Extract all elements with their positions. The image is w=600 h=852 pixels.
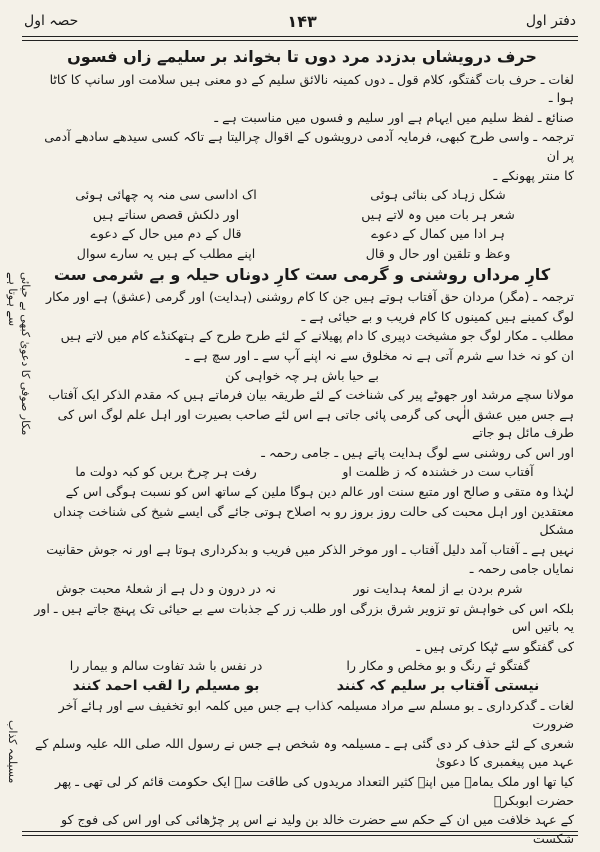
header-rule-2 <box>22 40 578 41</box>
text-line: لغات ـ گدکرداری ـ بو مسلم سے مراد مسیلمہ کذاب ہے جس میں کلمہ ابو تخفیف سے اور ہائے آخر ضرورت <box>58 697 574 732</box>
header-book-part: دفتر اول <box>525 13 576 29</box>
verse-heading: کارِ مرداں روشنی و گرمی ست کارِ دوناں حیلہ و بے شرمی ست <box>53 264 551 284</box>
text-line: لغات ـ حرف بات گفتگو، کلام قول ـ دوں کمینہ نالائق سلیم کے دو معنی ہیں سلامت اور سانپ کا کاٹا ہوا ـ <box>49 71 574 106</box>
footer-rule-2 <box>22 835 578 836</box>
hemistich: قال کے دم میں حال کے دعوے <box>90 226 242 242</box>
hemistich: رفت ہر چرخ بریں کو کبہ دولت ما <box>75 464 257 480</box>
hemistich: نیستی آفتاب بر سلیم کہ کنند <box>336 678 540 694</box>
text-line: لہٰذا وہ متقی و صالح اور متبع سنت اور عالم دین ہوگا ملین کے ساتھ اس کو نسبت ہوگی اس کے <box>65 484 574 500</box>
couplet <box>30 245 574 264</box>
couplet <box>30 463 574 482</box>
header-volume: حصہ اول <box>24 13 79 29</box>
hemistich: شرم بردن بے از لمعۂ ہدایت نور <box>353 581 523 597</box>
text-line: کا منتر پھونکے ـ <box>493 167 574 183</box>
couplet <box>30 186 574 205</box>
text-line: معتقدین اور اہل محبت کی حالت روز بروز رو بہ اصلاح ہوتی جائے گی ایسے شیخ کی شناخت چنداں مشکل <box>53 503 574 538</box>
text-line: نمایاں جامی رحمہ ـ <box>469 561 574 577</box>
couplet <box>30 225 574 244</box>
hemistich: شکل زہاد کی بنائی ہوئی <box>370 187 506 203</box>
text-line: کے عہد خلافت میں ان کے حکم سے حضرت خالد بن ولید نے اس پر چڑھائی کی اور اس کی فوج کو شکست <box>60 812 574 846</box>
hemistich: نہ در درون و دل ہے از شعلۂ محبت جوش <box>56 581 276 597</box>
text-line: ان کو نہ خدا سے شرم آتی ہے نہ مخلوق سے نہ اپنے آپ سے ـ اور سچ ہے ـ <box>185 347 574 363</box>
hemistich: ہر ادا میں کمال کے دعوے <box>371 226 505 242</box>
text-line: صنائع ـ لفظ سلیم میں ایہام ہے اور سلیم و فسوں میں مناسبت ہے ـ <box>214 109 574 125</box>
text-line: کی گفتگو سے ٹپکا کرتی ہیں ـ <box>416 638 574 654</box>
text-line: مطلب ـ مکار لوگ جو مشیخت دپیری کا دام پھیلانے کے لئے طرح طرح کے ہتھکنڈے کام میں لاتے ہیں <box>60 328 574 344</box>
text-line: ترجمہ ـ (مگر) مردان حق آفتاب ہوتے ہیں جن کا کام روشنی (ہدایت) اور گرمی (عشق) ہے اور مکار <box>45 289 574 305</box>
margin-note: مسیلمہ کذاب <box>6 720 19 784</box>
text-line: ترجمہ ـ واسی طرح کبھی، فرمایہ آدمی درویشوں کے اقوال چرالیتا ہے تاکہ کسی سیدھے سادھے آدمی پر ان <box>44 129 574 163</box>
hemistich: گفتگو ئے رنگ و بو مخلص و مکار را <box>346 658 530 674</box>
text-line: کیا تھا اور ملک یمامہ میں اپنے کثیر التعداد مریدوں کی طاقت سے ایک حکومت قائم کر لی تھی ـ پھر حضرت ابوبکرؓ <box>55 773 574 808</box>
hemistich: آفتاب ست در خشندہ کہ ز ظلمت او <box>342 464 534 480</box>
text-line: اور اس کی روشنی سے لوگ ہدایت پاتے ہیں ـ جامی رحمہ ـ <box>261 444 574 460</box>
couplet <box>30 657 574 676</box>
page-number: ۱۴۳ <box>287 11 317 31</box>
hemistich: شعر ہر بات میں وہ لاتے ہیں <box>361 206 515 222</box>
text-line: ہے جس میں عشق الٰہی کی گرمی پائی جاتی ہے اس لئے صاحب بصیرت اور اہل علم لوگ اس کی طرف مائل ہو جاتے <box>57 406 574 441</box>
verse-heading: حرف درویشاں بدزدد مرد دوں تا بخواند بر سلیمے زاں فسوں <box>67 47 537 66</box>
text-line: بلکہ اس کی خواہش تو تزویر شرق بزرگی اور طلب زر کے جذبات سے بے حیائی تک پہنچ جاتے ہیں ـ اور یہ باتیں اس <box>34 600 574 635</box>
margin-note: مکار صوفی کا دعویٰ کبھی بے حیائی سے ہوتا ہے <box>6 272 32 436</box>
hemistich: اپنے مطلب کے ہیں یہ سارے سوال <box>76 245 256 261</box>
hemistich: بو مسیلم را لقب احمد کنند <box>72 678 260 694</box>
page-content <box>30 46 574 846</box>
hemistich: بے حیا باش ہر چہ خواہی کن <box>225 367 379 383</box>
couplet <box>30 677 574 696</box>
text-line: لوگ کمینے ہیں کمینوں کا کام فریب و بے حیائی ہے ـ <box>301 308 574 324</box>
page-header <box>24 8 576 34</box>
hemistich: اور دلکش قصص سناتے ہیں <box>92 206 240 222</box>
hemistich: وعظ و تلقین اور حال و قال <box>365 245 511 261</box>
header-rule <box>22 36 578 37</box>
verse-line <box>30 367 574 386</box>
text-line: نہیں ہے ـ آفتاب آمد دلیل آفتاب ـ اور موخر الذکر میں فریب و بدکرداری ہوتا ہے اور نہ جوش حقانیت <box>46 541 574 557</box>
footer-rule <box>22 831 578 832</box>
text-line: مولانا سچے مرشد اور جھوٹے پیر کی شناخت کے لئے طریقہ بیان فرماتے ہیں کہ مقدم الذکر ایک آفتاب <box>48 387 574 403</box>
couplet <box>30 206 574 225</box>
hemistich: در نفس با شد تفاوت سالم و بیمار را <box>69 658 263 674</box>
hemistich: اک اداسی سی منہ پہ چھائی ہوئی <box>75 187 257 203</box>
couplet <box>30 580 574 599</box>
text-line: شعری کے لئے حذف کر دی گئی ہے ـ مسیلمہ وہ شخص ہے جس نے رسول اللہ صلی اللہ علیہ وسلم کے عہد میں پیغمبری کا دعویٰ <box>35 735 574 770</box>
